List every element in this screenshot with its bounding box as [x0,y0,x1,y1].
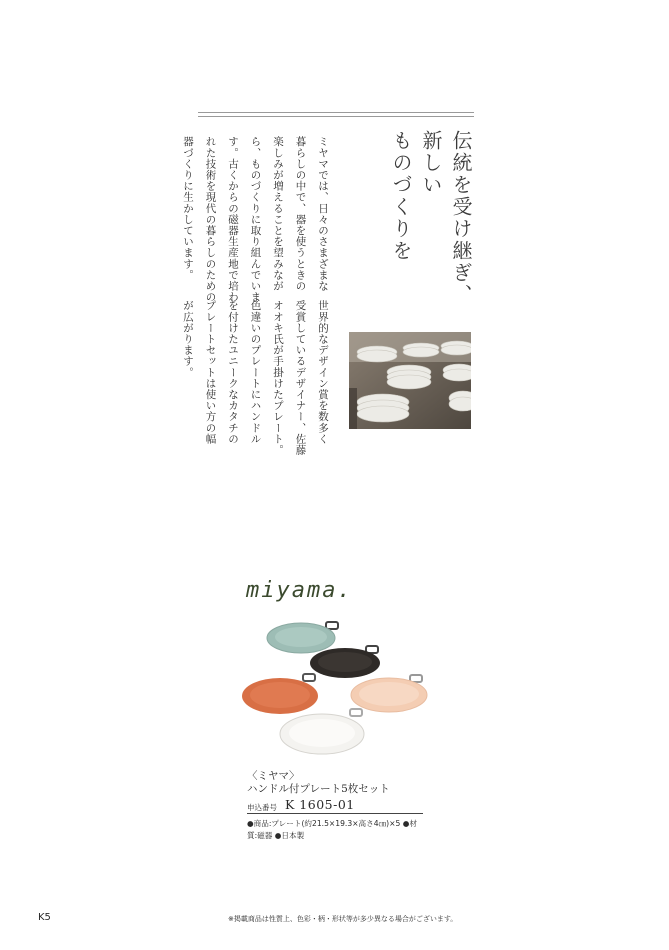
product-spec [247,818,427,842]
miyama-logo: miyama. [246,578,353,603]
stacked-plates-photo [349,332,471,429]
footnote: ※掲載商品は性質上、色彩・柄・形状等が多少異なる場合がございます。 [228,915,458,923]
plate-white [280,709,364,754]
order-number-line [247,797,423,814]
intro-paragraph: ミヤマでは、日々のさまざまな 暮らしの中で、器を使うときの 楽しみが増えることを望みなが ら、ものづくりに取り組んでいま す。古くからの磁器生産地で培わ れた技術を現代の暮らしのための 器づくりに生かしています。 [182,136,329,303]
order-number-code: K 1605-01 [285,797,355,812]
top-rule [198,112,474,113]
product-brand: 〈ミヤマ〉 [247,770,300,782]
headline: 伝統を受け継ぎ、 新しい ものづくりを [389,130,473,306]
spec-line-1: ●商品:プレート(約21.5×19.3×高さ4㎝)×5 ●材 [247,819,417,828]
top-rule-secondary [198,116,474,117]
plate-set-photo [240,612,436,767]
order-number-label: 申込番号 [247,803,277,812]
page-number: K5 [38,912,51,923]
product-name: ハンドル付プレート5枚セット [247,783,390,795]
plate-orange [242,674,318,714]
spec-line-2: 質:磁器 ●日本製 [247,831,305,840]
plate-peach [351,675,427,712]
design-paragraph: 世界的なデザイン賞を数多く 受賞しているデザイナー、佐藤 オオキ氏が手掛けたプレート。 色違いのプレートにハンドル を付けたユニークなカタチの プレートセットは使い方の幅 が広がります。 [182,300,329,456]
plate-celadon [267,622,338,653]
